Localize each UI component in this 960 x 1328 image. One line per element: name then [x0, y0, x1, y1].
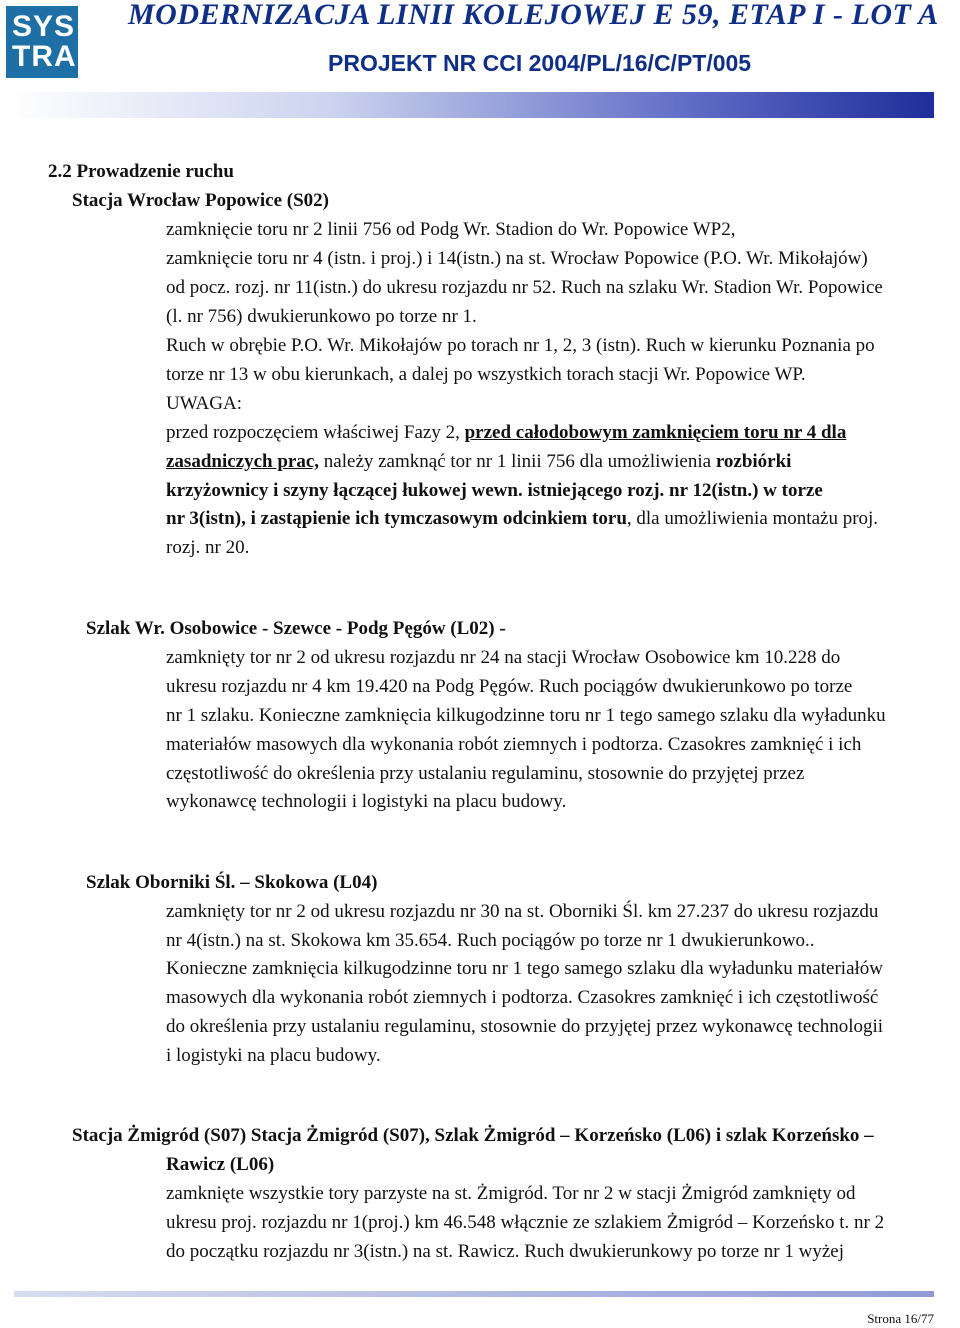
note-label: UWAGA: [166, 393, 242, 414]
header-gradient-bar [6, 92, 934, 118]
s1-heading: Stacja Wrocław Popowice (S02) [72, 190, 330, 211]
systra-logo [6, 6, 78, 78]
s3-heading: Szlak Oborniki Śl. – Skokowa (L04) [86, 872, 378, 893]
s4-heading-cont: Rawicz (L06) [166, 1154, 275, 1175]
s1-text-line: Ruch w obrębie P.O. Wr. Mikołajów po torach nr 1, 2, 3 (istn). Ruch w kierunku Poznania po [166, 335, 875, 356]
s1-text-line: zamknięcie toru nr 2 linii 756 od Podg Wr. Stadion do Wr. Popowice WP2, [166, 219, 736, 240]
s4-heading: Stacja Żmigród (S07) Stacja Żmigród (S07), Szlak Żmigród – Korzeńsko (L06) i szlak Korzeńsko – [72, 1125, 874, 1146]
s2-text-line: zamknięty tor nr 2 od ukresu rozjazdu nr 24 na stacji Wrocław Osobowice km 10.228 do [166, 647, 841, 668]
s3-text-line: i logistyki na placu budowy. [166, 1045, 381, 1066]
logo-text-bottom: TRA [12, 40, 77, 73]
s3-text-line: Konieczne zamknięcia kilkugodzinne toru nr 1 tego samego szlaku dla wyładunku materiałów [166, 958, 884, 979]
s2-text-line: nr 1 szlaku. Konieczne zamknięcia kilkugodzinne toru nr 1 tego samego szlaku dla wyładunku [166, 705, 886, 726]
s2-heading: Szlak Wr. Osobowice - Szewce - Podg Pęgów (L02) - [86, 618, 506, 639]
logo-text-top: SYS [12, 10, 76, 43]
s1-text-line: (l. nr 756) dwukierunkowo po torze nr 1. [166, 306, 477, 327]
header-subtitle: PROJEKT NR CCI 2004/PL/16/C/PT/005 [328, 50, 752, 76]
note-text: należy zamknąć tor nr 1 linii 756 dla umożliwienia [319, 451, 716, 472]
note-text: , dla umożliwienia montażu proj. [626, 508, 879, 529]
s1-text-line: od pocz. rozj. nr 11(istn.) do ukresu rozjazdu nr 52. Ruch na szlaku Wr. Stadion Wr. Popowice [166, 277, 883, 298]
s3-text-line: masowych dla wykonania robót ziemnych i podtorza. Czasokres zamknięć i ich częstotliwość [166, 987, 879, 1008]
note-line-2 [166, 450, 791, 474]
s4-text-line: zamknięte wszystkie tory parzyste na st. Żmigród. Tor nr 2 w stacji Żmigród zamknięty od [166, 1183, 856, 1204]
page-number: Strona 16/77 [867, 1311, 934, 1326]
note-line-4 [166, 507, 878, 531]
footer-gradient-bar [14, 1291, 934, 1297]
section-heading: 2.2 Prowadzenie ruchu [48, 161, 234, 182]
s3-text-line: nr 4(istn.) na st. Skokowa km 35.654. Ruch pociągów po torze nr 1 dwukierunkowo.. [166, 930, 815, 951]
s2-text-line: wykonawcę technologii i logistyki na placu budowy. [166, 791, 567, 812]
s4-text-line: do początku rozjazdu nr 3(istn.) na st. Rawicz. Ruch dwukierunkowy po torze nr 1 wyżej [166, 1241, 844, 1262]
s1-text-line: zamknięcie toru nr 4 (istn. i proj.) i 14(istn.) na st. Wrocław Popowice (P.O. Wr. Mikołajów) [166, 248, 868, 269]
s2-text-line: częstotliwość do określenia przy ustalaniu regulaminu, stosownie do przyjętej przez [166, 763, 805, 784]
note-line-3: krzyżownicy i szyny łączącej łukowej wewn. istniejącego rozj. nr 12(istn.) w torze [166, 480, 823, 501]
note-text: przed rozpoczęciem właściwej Fazy 2, [166, 422, 465, 443]
note-emphasis: przed całodobowym zamknięciem toru nr 4 dla [464, 422, 847, 443]
note-bold: rozbiórki [715, 451, 792, 472]
note-line-5: rozj. nr 20. [166, 537, 250, 558]
s3-text-line: do określenia przy ustalaniu regulaminu, stosownie do przyjętej przez wykonawcę technologii [166, 1016, 884, 1037]
note-line-1 [166, 421, 846, 445]
s1-text-line: torze nr 13 w obu kierunkach, a dalej po wszystkich torach stacji Wr. Popowice WP. [166, 364, 806, 385]
note-bold: nr 3(istn), i zastąpienie ich tymczasowym odcinkiem toru [166, 508, 627, 529]
s2-text-line: ukresu rozjazdu nr 4 km 19.420 na Podg Pęgów. Ruch pociągów dwukierunkowo po torze [166, 676, 853, 697]
s4-text-line: ukresu proj. rozjazdu nr 1(proj.) km 46.548 włącznie ze szlakiem Żmigród – Korzeńsko t. nr 2 [166, 1212, 885, 1233]
s2-text-line: materiałów masowych dla wykonania robót ziemnych i podtorza. Czasokres zamknięć i ich [166, 734, 862, 755]
s3-text-line: zamknięty tor nr 2 od ukresu rozjazdu nr 30 na st. Oborniki Śl. km 27.237 do ukresu rozjazdu [166, 901, 879, 922]
note-emphasis: zasadniczych prac, [166, 451, 320, 472]
header-title: MODERNIZACJA LINII KOLEJOWEJ E 59, ETAP I - LOT A [128, 0, 939, 31]
